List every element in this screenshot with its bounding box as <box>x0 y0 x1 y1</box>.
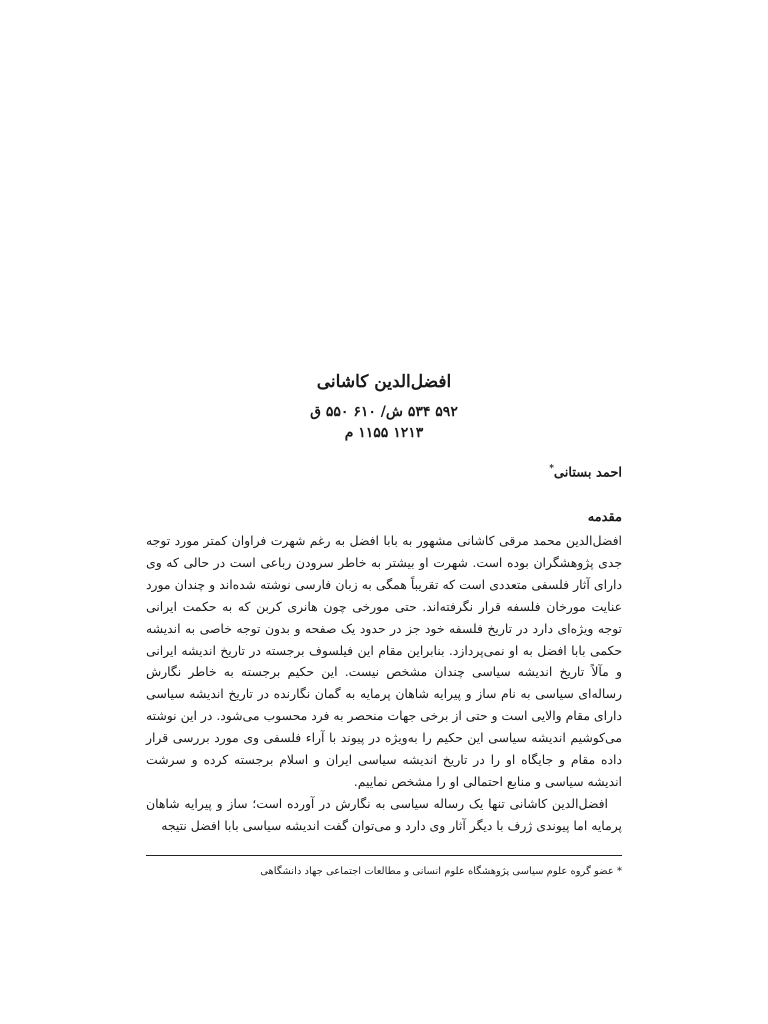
dates-gregorian: ۱۲۱۳ ۱۱۵۵ م <box>344 425 424 441</box>
author-name <box>549 464 622 480</box>
section-heading: مقدمه <box>587 510 622 525</box>
body-text <box>146 530 622 837</box>
author-name-text: احمد بستانی <box>553 465 622 481</box>
paragraph: افضل‌الدين كاشانی تنها يک رساله سياسی به نگارش در آورده است؛ ساز و پيرايه شاهان پرمايه اما پيوندی ژرف با ديگر آثار وی دارد و می‌توان گفت انديشه سياسی بابا افضل نتيجه <box>146 795 622 833</box>
footnote-divider <box>146 855 622 856</box>
article-title: افضل‌الدين كاشانی <box>316 372 452 392</box>
dates-solar-lunar: ۵۹۲ ۵۳۴ ش/ ۶۱۰ ۵۵۰ ق <box>310 404 458 420</box>
paragraph: افضل‌الدين محمد مرقی كاشانی مشهور به بابا افضل به رغم شهرت فراوان كمتر مورد توجه جدی پژوهشگران بوده است. شهرت او بيشتر به خاطر سرودن رباعی است در حالی كه وی دارای آثار فلسفی متعددی است كه تقريباً همگی به زبان فارسی نوشته شده‌اند و چندان مورد عنايت مورخان فلسفه قرار نگرفته‌اند. حتی مورخی چون هانری كربن كه به حكمت ايرانی توجه ويژه‌ای دارد در تاريخ فلسفه خود جز در حدود يک صفحه و بدون توجه خاصی به انديشه حكمی بابا افضل به او نمی‌پردازد. بنابراين مقام اين فيلسوف برجسته در تاريخ انديشه ايرانی و مآلاً تاريخ انديشه سياسی چندان مشخص نيست. اين حكيم برجسته به خاطر نگارش رساله‌ای سياسی به نام ساز و پيرايه شاهان پرمايه به گمان نگارنده در تاريخ انديشه سياسی دارای مقام والايی است و حتی از برخی جهات منحصر به فرد محسوب می‌شود. در اين نوشته می‌كوشيم انديشه سياسی اين حكيم را به‌ويژه در پيوند با آراء فلسفی وی مورد بررسی قرار داده مقام و جايگاه او را در تاريخ انديشه سياسی ايران و اسلام برجسته كرده و سرشت انديشه سياسی و منابع احتمالی او را مشخص نماييم. <box>146 533 622 789</box>
author-footnote-mark: * <box>549 464 554 474</box>
footnote: * عضو گروه علوم سياسی پژوهشگاه علوم انسانی و مطالعات اجتماعی جهاد دانشگاهی <box>260 866 622 877</box>
